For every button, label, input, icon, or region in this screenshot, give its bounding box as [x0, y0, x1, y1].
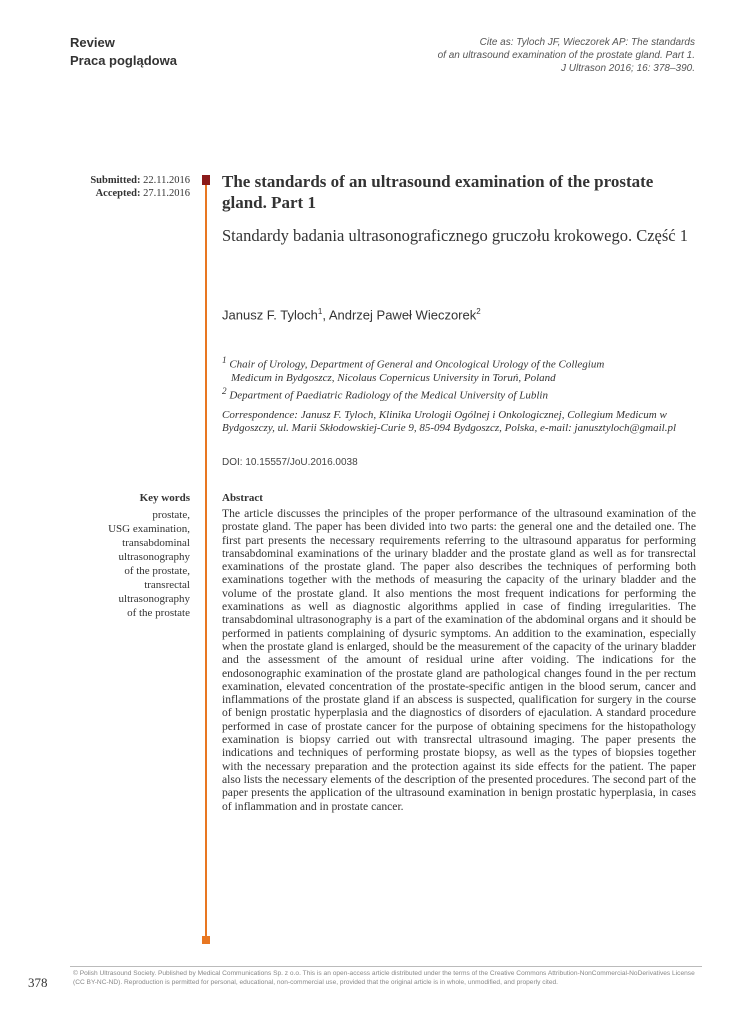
doi[interactable]: DOI: 10.15557/JoU.2016.0038	[222, 457, 358, 468]
abstract-heading: Abstract	[222, 492, 263, 504]
author-name: Janusz F. Tyloch	[222, 307, 318, 323]
accent-marker-bottom	[202, 936, 210, 944]
citation-line: Cite as: Tyloch JF, Wieczorek AP: The standards	[479, 37, 695, 48]
article-type-en: Review	[70, 35, 115, 50]
affiliation-continued: Medicum in Bydgoszcz, Nicolaus Copernicus University in Toruń, Poland	[231, 372, 556, 385]
dates	[90, 174, 190, 200]
keyword-line: USG examination,	[108, 523, 190, 535]
keywords-heading: Key words	[139, 492, 190, 504]
title-english: The standards of an ultrasound examination of the prostate gland. Part 1	[222, 172, 654, 212]
affiliations	[222, 354, 702, 435]
license-text: © Polish Ultrasound Society. Published by Medical Communications Sp. z o.o. This is an open-access article distributed under the terms of the Creative Commons Attribution-NonCommercial-NoDerivatives License (CC BY-NC-ND). Reproduction is permitted for personal, educational, non-commercial use, provided that the original article is in whole, unmodified, and properly cited.	[73, 970, 695, 986]
submitted-date: Submitted: 22.11.2016	[90, 175, 190, 186]
citation-line: J Ultrason 2016; 16: 378–390.	[561, 63, 695, 74]
authors: Janusz F. Tyloch$^1$, Andrzej Paweł Wieczorek$^2$	[222, 307, 481, 323]
keyword-line: transrectal	[144, 579, 190, 591]
accepted-date: Accepted: 27.11.2016	[95, 188, 190, 199]
affiliation: $^1$ Chair of Urology, Department of General and Oncological Urology of the Collegium	[222, 355, 605, 371]
author-affiliation-mark: 2	[476, 307, 481, 316]
article-type-pl: Praca poglądowa	[70, 53, 177, 68]
keyword-line: of the prostate,	[124, 565, 190, 577]
footer-divider	[70, 966, 702, 967]
title-polish: Standardy badania ultrasonograficznego gruczołu krokowego. Część 1	[222, 226, 688, 245]
citation-line: of an ultrasound examination of the prostate gland. Part 1.	[437, 50, 695, 61]
abstract-text: The article discusses the principles of the proper performance of the ultrasound examination of the prostate gland. The paper has been divided into two parts: the general one and the detailed one. The first part presents the necessary requirements referring to the ultrasound apparatus for performing transabdominal examinations of the urinary bladder and the prostate gland as well as for transrectal examinations of the prostate gland. The paper also describes the techniques of performing both examinations together with the methods of measuring the capacity of the urinary bladder and the volume of the prostate gland. It also mentions the most frequent indications for performing the examinations as well as diagnostic algorithms applied in case of finding irregularities. The transabdominal ultrasonography is a part of the examination of the abdominal organs and it should be performed in patients complaining of dysuric symptoms. An addition to the examination, especially when the prostate gland is enlarged, should be the measurement of the capacity of the urinary bladder and the assessment of the amount of residual urine after voiding. The indications for the endosonographic examination of the prostate gland are pathological changes found in the per rectum examination, elevated concentration of the prostate-specific antigen in the blood serum, cancer and inflammations of the prostate gland if an abscess is suspected, qualification for surgery in the course of benign prostatic hyperplasia and the diagnostics of disorders of ejaculation. A standard procedure performed in case of prostate cancer for the purpose of obtaining specimens for the histopathology examination is biopsy carried out with transrectal ultrasound imaging. The paper presents the indications and techniques of performing prostate biopsy, as well as the types of biopsies together with the necessary preparation and the protection against its side effects for the patient. The paper also lists the necessary elements of the description of the presented procedures. The second part of the paper presents the application of the ultrasound examination in benign prostatic hyperplasia, in cases of inflammation and in prostate cancer.	[222, 507, 696, 813]
citation	[355, 36, 695, 75]
article-type	[70, 34, 177, 70]
keyword-line: ultrasonography	[118, 551, 190, 563]
author-name: Andrzej Paweł Wieczorek	[328, 307, 477, 323]
keyword-line: of the prostate	[127, 607, 190, 619]
keyword-line: ultrasonography	[118, 593, 190, 605]
keywords-list	[108, 508, 190, 620]
page-number: 378	[28, 975, 48, 990]
correspondence: Correspondence: Janusz F. Tyloch, Klinika Urologii Ogólnej i Onkologicznej, Collegium Medicum w Bydgoszczy, ul. Marii Skłodowskiej-Curie 9, 85-094 Bydgoszcz, Polska, e-mail: janusztyloch@gmail.pl	[222, 408, 677, 434]
vertical-accent-line	[205, 177, 207, 942]
accent-marker-top	[202, 175, 210, 185]
keyword-line: prostate,	[152, 509, 190, 521]
affiliation: $^2$ Department of Paediatric Radiology of the Medical University of Lublin	[222, 386, 548, 403]
keyword-line: transabdominal	[122, 537, 190, 549]
author-affiliation-mark: 1	[317, 307, 323, 316]
